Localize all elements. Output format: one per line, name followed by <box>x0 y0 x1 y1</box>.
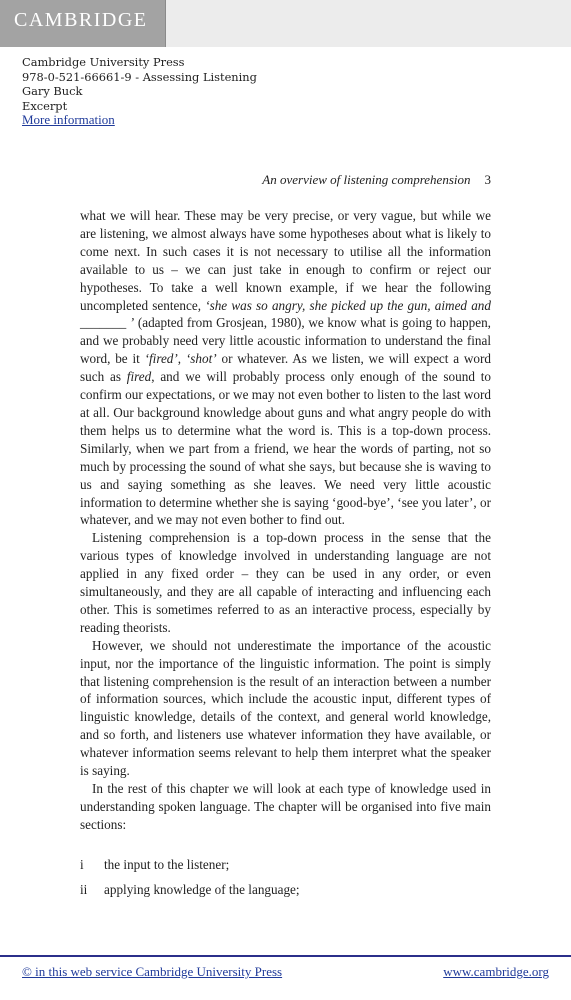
list-marker: ii <box>80 882 88 897</box>
isbn-title: 978-0-521-66661-9 - Assessing Listening <box>22 69 257 84</box>
example-word: ‘fired’ <box>144 351 178 367</box>
running-head <box>0 172 491 188</box>
paragraph-text: , and we will probably process only enough of the sound to confirm our expectations, or we may not even bother to listen to the last word at all. Our background knowledge about guns and what angry people do with them helps us to determine what the word is. This is a top-down process. Similarly, when we part from a friend, we hear the words of parting, not so much by processing the sound of what she says, but because she is waving to us and saying something as she leaves. We need very little acoustic information to determine whether she is saying ‘good-bye’, ‘see you later’, or whatever, and we may not even bother to find out. <box>80 369 491 528</box>
logo-text: CAMBRIDGE <box>14 9 148 31</box>
footer-divider <box>0 955 571 957</box>
cambridge-logo <box>0 0 166 47</box>
list-item-text: applying knowledge of the language; <box>104 882 300 897</box>
paragraph-text: what we will hear. These may be very precise, or very vague, but while we are listening, we almost always have some hypotheses about what is likely to come next. In such cases it is not necessary to utilise all the information available to us – we can just take in enough to confirm or reject our hypotheses. To take a well known example, if we hear the following uncompleted sentence, <box>80 208 491 313</box>
top-banner <box>0 0 571 47</box>
section-list <box>80 852 491 902</box>
publication-info <box>22 55 257 128</box>
paragraph-4: In the rest of this chapter we will look at each type of knowledge used in understanding spoken language. The chapter will be organised into five main sections: <box>80 781 491 832</box>
excerpt-label: Excerpt <box>22 98 68 113</box>
publisher-name: Cambridge University Press <box>22 55 185 69</box>
example-sentence: ‘she was so angry, she picked up the gun, aimed and _______ ’ <box>80 297 491 331</box>
list-item-text: the input to the listener; <box>104 857 230 872</box>
page-number: 3 <box>484 172 491 187</box>
list-item <box>80 877 491 902</box>
paragraph-3: However, we should not underestimate the importance of the acoustic input, nor the importance of the linguistic information. The point is simply that listening comprehension is the result of an interaction between a number of information sources, which include the acoustic input, different types of linguistic knowledge, details of the context, and general world knowledge, and so forth, and listeners use whatever information they have available, or whatever information seems relevant to help them interpret what the speaker is saying. <box>80 637 491 779</box>
paragraph-text: or whatever. As we listen, we will expect a word such as <box>80 351 492 385</box>
paragraph-1 <box>80 207 491 529</box>
cambridge-website-link[interactable]: www.cambridge.org <box>443 964 549 979</box>
example-word: ‘shot’ <box>185 351 217 367</box>
body-text <box>80 207 491 834</box>
author-name: Gary Buck <box>22 84 83 98</box>
paragraph-text: (adapted from Grosjean, 1980), we know what is going to happen, and we probably need very little acoustic information to understand the final word, be it <box>80 315 491 367</box>
list-item <box>80 852 491 877</box>
paragraph-text: , <box>177 351 186 367</box>
example-word: fired <box>126 369 152 385</box>
chapter-title: An overview of listening comprehension <box>262 172 471 187</box>
paragraph-2: Listening comprehension is a top-down process in the sense that the various types of knowledge involved in understanding language are not applied in any fixed order – they can be used in any order, or even simultaneously, and they are all capable of interacting and influencing each other. This is sometimes referred to as an interactive process, especially by reading theorists. <box>80 530 491 635</box>
more-information-link[interactable]: More information <box>22 112 115 127</box>
list-marker: i <box>80 857 84 872</box>
copyright-link[interactable]: © in this web service Cambridge University Press <box>22 964 283 979</box>
